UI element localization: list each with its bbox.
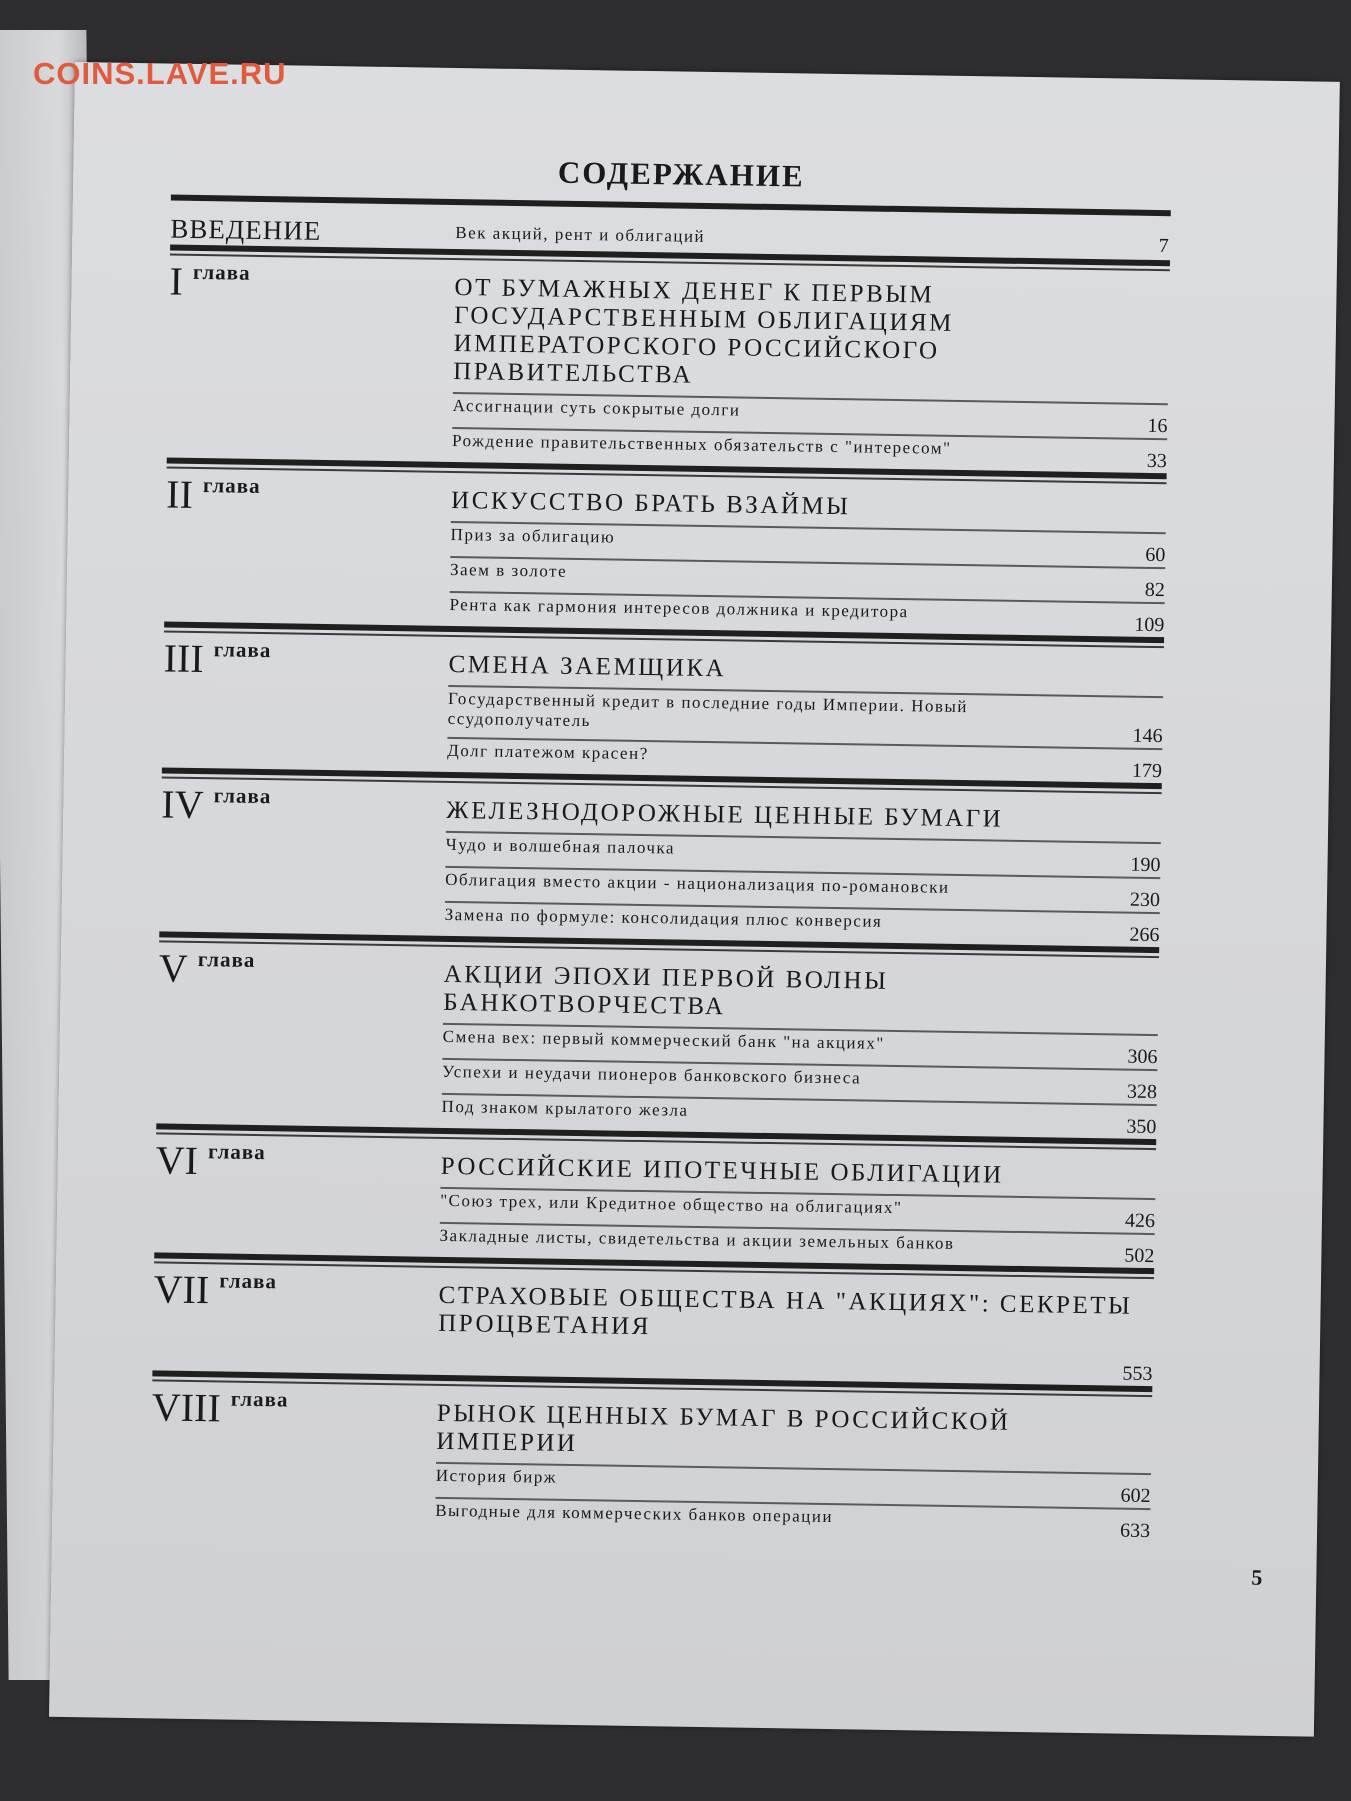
chapter-title: ИСКУССТВО БРАТЬ ВЗАЙМЫ [450,486,851,521]
entry-page: 179 [1131,759,1163,783]
chapter-word: глава [219,1268,278,1294]
entry-page: 328 [1126,1080,1158,1104]
chapter-number: II [165,471,194,517]
chapter-section [159,767,1161,947]
chapter-label [162,635,449,771]
entry-page: 60 [1145,543,1166,567]
chapter-title: ОТ БУМАЖНЫХ ДЕНЕГ К ПЕРВЫМ ГОСУДАРСТВЕННЫМ ОБЛИГАЦИЯМ ИМПЕРАТОРСКОГО РОССИЙСКОГО ПРАВИТЕЛЬСТВА [452,273,955,389]
entry-title: Заем в золоте [449,559,568,581]
entry-page: 190 [1130,853,1161,877]
entry-title: Смена вех: первый коммерческий банк "на акциях" [442,1026,885,1053]
chapter-section [162,621,1164,783]
entry-page: 16 [1147,414,1168,438]
chapter-body [449,479,1166,637]
entry-title: Успехи и неудачи пионеров банковского бизнеса [442,1061,862,1088]
chapter-number: VIII [151,1384,222,1431]
chapter-label [167,258,455,462]
entry-title: Государственный кредит в последние годы Империи. Новый ссудополучатель [447,688,969,731]
chapter-word: глава [230,1386,289,1412]
entry-title: Долг платежом красен? [447,740,649,764]
chapter-list [150,245,1170,1544]
chapter-page: 553 [1122,1362,1153,1386]
chapter-label [152,1266,439,1374]
entry-page: 230 [1129,888,1161,912]
chapter-number: VII [153,1266,210,1313]
entry-page: 146 [1132,724,1163,748]
chapter-word: глава [213,783,272,809]
chapter-label [164,471,451,625]
chapter-head [167,256,1170,474]
chapter-body [444,789,1161,947]
chapter-body [437,1274,1153,1386]
chapter-title: ЖЕЛЕЗНОДОРОЖНЫЕ ЦЕННЫЕ БУМАГИ [446,796,1004,833]
entry-page: 109 [1134,613,1165,637]
chapter-word: глава [192,259,251,285]
chapter-word: глава [207,1139,266,1165]
entry-title: Приз за облигацию [450,524,616,547]
chapter-number: III [163,635,204,682]
chapter-label [156,945,444,1127]
chapter-section [164,457,1166,637]
chapter-section [150,1370,1152,1543]
entry-page: 33 [1146,449,1168,473]
entry-title: История бирж [435,1465,558,1487]
chapter-number: I [169,258,184,304]
chapter-label [159,781,446,935]
entry-page: 82 [1144,578,1166,602]
chapter-word: глава [197,947,256,972]
entry-title: Под знаком крылатого жезла [441,1096,689,1120]
entry-title: "Союз трех, или Кредитное общество на облигациях" [440,1190,903,1218]
chapter-title: СТРАХОВЫЕ ОБЩЕСТВА НА "АКЦИЯХ": СЕКРЕТЫ ПРОЦВЕТАНИЯ [438,1281,1133,1341]
entry-title: Закладные листы, свидетельства и акции земельных банков [439,1225,955,1253]
entry-title: Облигация вместо акции - национализация по-романовски [445,869,950,897]
chapter-number: IV [161,781,204,828]
book-page [49,62,1340,1737]
chapter-head [156,942,1159,1139]
toc-title: СОДЕРЖАНИЕ [557,154,805,194]
entry-title: Выгодные для коммерческих банков операции [435,1500,834,1527]
entry-page: 602 [1120,1484,1151,1508]
chapter-head [150,1381,1152,1543]
chapter-head [162,632,1164,783]
watermark: COINS.LAVE.RU [33,56,287,91]
entry-title: Рождение правительственных обязательств с "интересом" [451,430,952,458]
intro-label: ВВЕДЕНИЕ [170,213,322,246]
chapter-body [439,1145,1156,1268]
chapter-head [152,1263,1154,1386]
chapter-head [159,778,1161,947]
entry-page: 306 [1127,1045,1158,1069]
entry-page: 350 [1126,1115,1157,1139]
chapter-number: VI [155,1137,199,1184]
table-of-contents [150,149,1172,1544]
page-number: 5 [1251,1564,1263,1590]
chapter-title: РЫНОК ЦЕННЫХ БУМАГ В РОССИЙСКОЙ ИМПЕРИИ [436,1399,1011,1458]
chapter-word: глава [213,637,272,663]
chapter-body [441,953,1159,1139]
chapter-word: глава [202,473,261,498]
entry-page: 266 [1129,923,1160,947]
entry-page: 426 [1124,1209,1156,1233]
entry-page: 633 [1119,1519,1151,1543]
chapter-section [152,1252,1154,1386]
entry-title: Замена по формуле: консолидация плюс конверсия [444,904,883,931]
entry-page: 7 [1158,235,1171,258]
entry-title: Ассигнации суть сокрытые долги [452,395,741,420]
entry-page: 502 [1124,1244,1155,1268]
chapter-title: РОССИЙСКИЕ ИПОТЕЧНЫЕ ОБЛИГАЦИИ [440,1152,1004,1189]
chapter-label [150,1384,437,1531]
chapter-label [154,1137,441,1256]
chapter-body [452,266,1170,473]
entry-title: Рента как гармония интересов должника и кредитора [449,594,909,622]
chapter-body [447,643,1164,783]
chapter-section [156,931,1159,1139]
chapter-number: V [158,945,189,991]
entry-title: Чудо и волшебная палочка [445,834,676,858]
chapter-body [435,1392,1152,1543]
chapter-title: СМЕНА ЗАЕМЩИКА [448,650,727,683]
chapter-section [167,245,1170,474]
chapter-title: АКЦИИ ЭПОХИ ПЕРВОЙ ВОЛНЫ БАНКОТВОРЧЕСТВА [443,960,889,1021]
entry-title: Век акций, рент и облигаций [455,222,706,246]
chapter-section [154,1123,1156,1268]
chapter-head [164,468,1166,637]
chapter-head [154,1134,1156,1268]
